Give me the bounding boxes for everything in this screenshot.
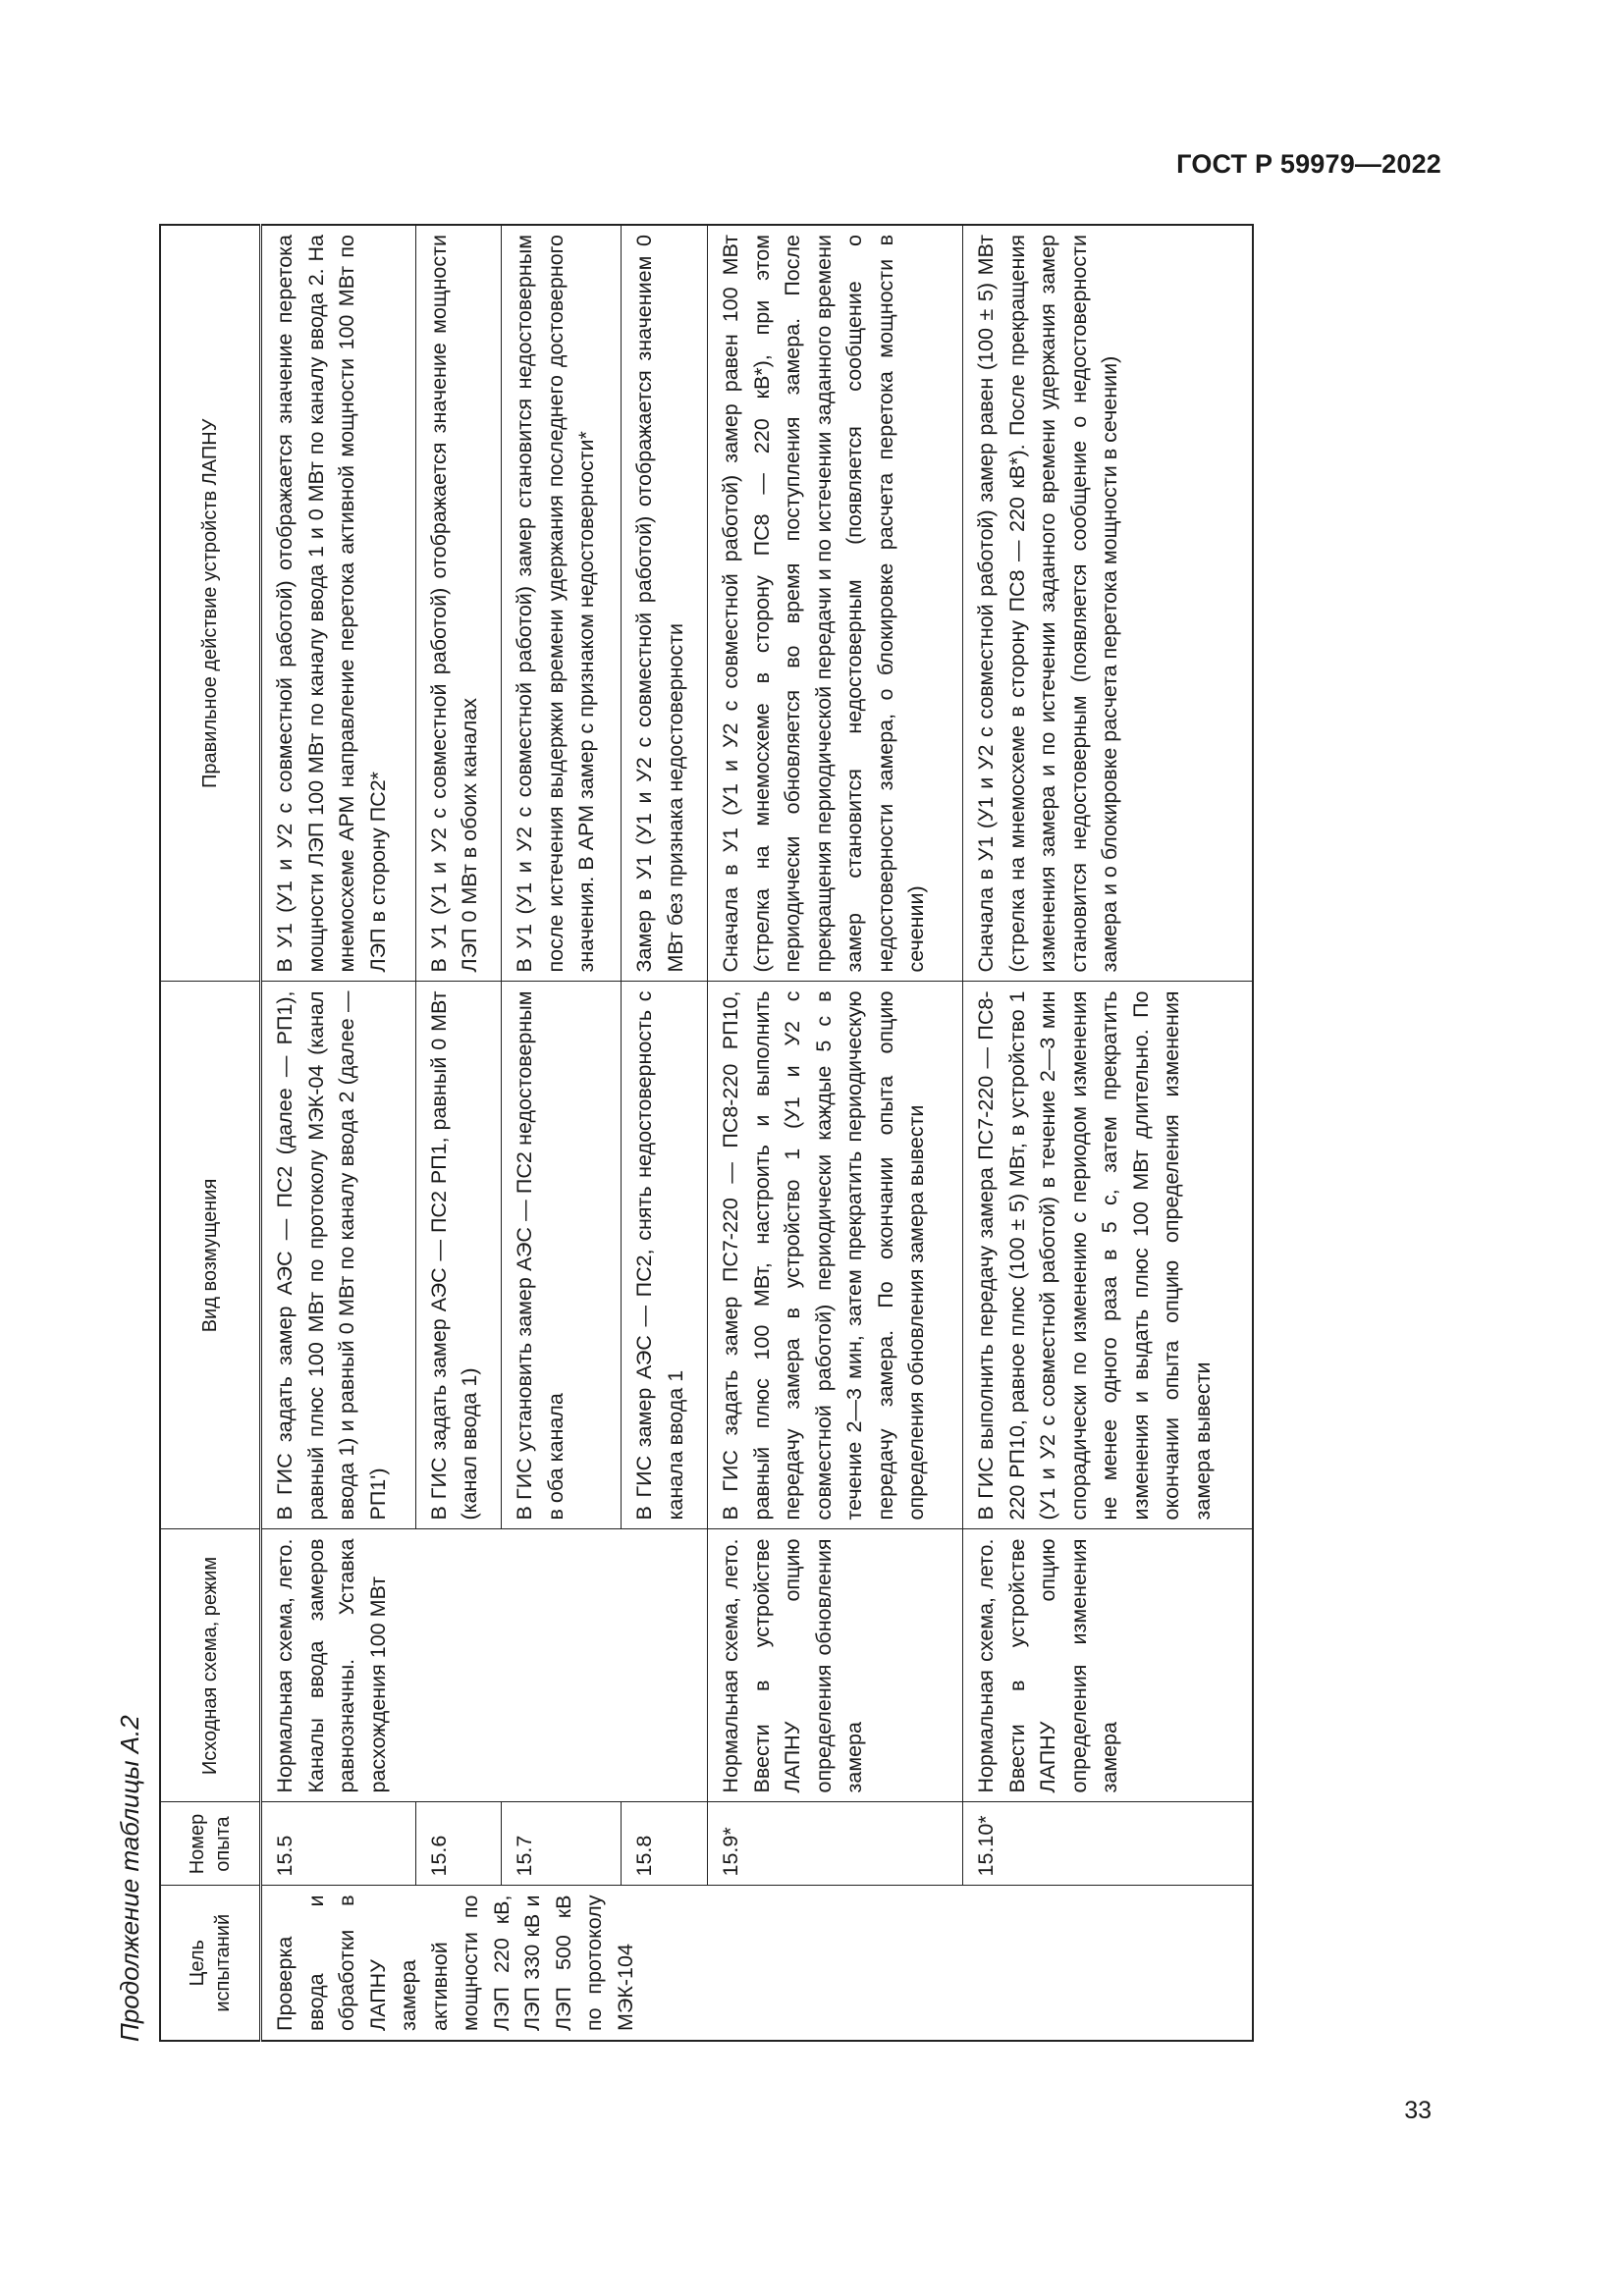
row-number: 15.5 [261,1802,416,1886]
mode-cell: Нормальная схема, лето. Каналы ввода замеров равнозначны. Уставка расхождения 100 МВт [261,1529,708,1802]
table-header-row [160,225,261,2041]
row-number: 15.6 [415,1802,502,1886]
col-header-disturbance: Вид возмущения [160,982,261,1529]
document-number: ГОСТ Р 59979—2022 [1176,149,1441,179]
disturbance-cell: В ГИС задать замер ПС7-220 — ПС8-220 РП10, равный плюс 100 МВт, настроить и выполнить передачу замера в устройство 1 (У1 и У2 с совместной работой) периодически каждые 5 с в течение 2—3 мин, затем прекратить периодическую передачу замера. По окончании опыта опцию определения обновления замера вывести [708,982,963,1529]
action-cell: Сначала в У1 (У1 и У2 с совместной работой) замер равен (100 ± 5) МВт (стрелка на мнемосхеме в сторону ПС8 — 220 кВ*). После прекращения изменения замера и по истечении заданного времени удержания замер становится недостоверным (появляется сообщение о недостоверности замера и о блокировке расчета перетока мощности в сечении) [963,225,1253,982]
row-number: 15.10* [963,1802,1253,1886]
mode-cell: Нормальная схема, лето. Ввести в устройстве ЛАПНУ опцию определения обновления замера [708,1529,963,1802]
action-cell: В У1 (У1 и У2 с совместной работой) отображается значение мощности ЛЭП 0 МВт в обоих каналах [415,225,502,982]
mode-cell: Нормальная схема, лето. Ввести в устройстве ЛАПНУ опцию определения изменения замера [963,1529,1253,1802]
row-number: 15.9* [708,1802,963,1886]
rotated-table-block [110,226,1254,2042]
col-header-mode: Исходная схема, режим [160,1529,261,1802]
disturbance-cell: В ГИС задать замер АЭС — ПС2 РП1, равный 0 МВт (канал ввода 1) [415,982,502,1529]
table-row [261,225,416,2041]
action-cell: В У1 (У1 и У2 с совместной работой) отображается значение перетока мощности ЛЭП 100 МВт по каналу ввода 1 и 0 МВт по каналу ввода 2. На мнемосхеме АРМ направление перетока активной мощности 100 МВт по ЛЭП в сторону ПС2* [261,225,416,982]
col-header-action: Правильное действие устройств ЛАПНУ [160,225,261,982]
row-number: 15.8 [622,1802,708,1886]
page-number: 33 [1404,2097,1432,2124]
action-cell: В У1 (У1 и У2 с совместной работой) замер становится недостоверным после истечения выдержки времени удержания последнего достоверного значения. В АРМ замер с признаком недостоверности* [502,225,622,982]
row-number: 15.7 [502,1802,622,1886]
action-cell: Сначала в У1 (У1 и У2 с совместной работой) замер равен 100 МВт (стрелка на мнемосхеме в сторону ПС8 — 220 кВ*), при этом периодически обновляется во время поступления замера. После прекращения периодической передачи и по истечении заданного времени замер становится недостоверным (появляется сообщение о недостоверности замера, о блокировке расчета перетока мощности в сечении) [708,225,963,982]
table-row [708,225,963,2041]
disturbance-cell: В ГИС замер АЭС — ПС2, снять недостоверность с канала ввода 1 [622,982,708,1529]
disturbance-cell: В ГИС задать замер АЭС — ПС2 (далее — РП1), равный плюс 100 МВт по протоколу МЭК-04 (канал ввода 1) и равный 0 МВт по каналу ввода 2 (далее — РП1') [261,982,416,1529]
action-cell: Замер в У1 (У1 и У2 с совместной работой) отображается значением 0 МВт без признака недостоверности [622,225,708,982]
goal-cell: Проверка ввода и обработки в ЛАПНУ замера активной мощности по ЛЭП 220 кВ, ЛЭП 330 кВ и ЛЭП 500 кВ по протоколу МЭК-104 [261,1886,1254,2041]
col-header-number: Номер опыта [160,1802,261,1886]
table-caption: Продолжение таблицы А.2 [115,1715,144,2042]
disturbance-cell: В ГИС установить замер АЭС — ПС2 недостоверным в оба канала [502,982,622,1529]
disturbance-cell: В ГИС выполнить передачу замера ПС7-220 — ПС8-220 РП10, равное плюс (100 ± 5) МВт, в устройство 1 (У1 и У2 с совместной работой) в течение 2—3 мин спорадически по изменению с периодом изменения не менее одного раза в 5 с, затем прекратить изменения и выдать плюс 100 МВт длительно. По окончании опыта опцию определения изменения замера вывести [963,982,1253,1529]
table-row [963,225,1253,2041]
test-table [159,224,1254,2042]
col-header-goal: Цель испытаний [160,1886,261,2041]
